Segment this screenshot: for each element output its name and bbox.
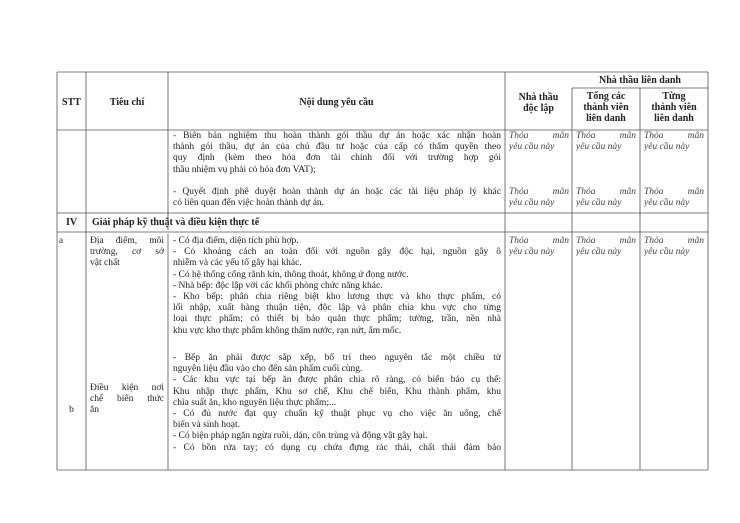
row-continued-1-independent: Thỏa mãn yêu cầu này <box>509 131 569 153</box>
section-title: Giải pháp kỹ thuật và điều kiện thực tế <box>92 217 260 228</box>
row-a-content: - Có địa điểm, diện tích phù hợp. - Có khoảng cách an toàn đối với nguồn gây độc hại, nguồn gây ô nhiễm và các yếu tố gây hại khác. - Có hệ thống cống rãnh kín, thông thoát, không ứ đọng nước. - Nhà bếp: độc lập với các khối phòng chức năng khác. - Kho bếp: phân chia riêng biệt kho lương thực và kho thực phẩm, có lối nhập, xuất hàng thuận tiện, độc lập và phân chia khu vực cho từng loại thực phẩm; có thiết bị bảo quản thực phẩm; tường, trần, nền nhà khu vực kho thực phẩm không thấm nước, rạn nứt, ẩm mốc. <box>173 236 501 336</box>
row-continued-1-jv-all: Thỏa mãn yêu cầu này <box>576 131 636 153</box>
row-b-criteria: Điều kiện nơi chế biến thức ăn <box>90 383 164 416</box>
row-a-independent: Thỏa mãn yêu cầu này <box>509 236 569 258</box>
header-criteria: Tiêu chí <box>109 97 145 108</box>
row-continued-2-jv-each: Thỏa mãn yêu cầu này <box>644 187 704 209</box>
row-a-jv-all: Thỏa mãn yêu cầu này <box>576 236 636 258</box>
row-b-content: - Bếp ăn phải được sắp xếp, bố trí theo nguyên tắc một chiều từ nguyên liệu đầu vào cho đến sản phẩm cuối cùng. - Các khu vực tại bếp ăn được phân chia rõ ràng, có biển báo cụ thể: Khu nhập thực phẩm, Khu sơ chế, Khu chế biến, Khu thành phẩm, khu chia suất ăn, kho nguyên liệu thực phẩm;... - Có đủ nước đạt quy chuẩn kỹ thuật phục vụ cho việc ăn uống, chế biến và sinh hoạt. - Có biện pháp ngăn ngừa ruồi, dán, côn trùng và động vật gây hại. - Có bồn rửa tay; có dụng cụ chứa đựng rác thải, chất thải đảm bảo <box>173 353 501 453</box>
row-continued-2-content: - Quyết định phê duyệt hoàn thành dự án hoặc các tài liệu pháp lý khác có liên quan đến việc hoàn thành dự án. <box>173 187 501 209</box>
row-continued-2-independent: Thỏa mãn yêu cầu này <box>509 187 569 209</box>
row-continued-1-jv-each: Thỏa mãn yêu cầu này <box>644 131 704 153</box>
header-independent: Nhà thầu độc lập <box>518 92 559 115</box>
section-stt: IV <box>65 217 78 228</box>
header-stt: STT <box>62 97 81 108</box>
header-joint-venture: Nhà thầu liên danh <box>599 75 681 86</box>
header-jv-all-members: Tổng các thành viên liên danh <box>583 91 629 125</box>
header-content: Nội dung yêu cầu <box>299 97 374 108</box>
row-b-stt: b <box>69 405 74 415</box>
row-a-stt: a <box>58 236 64 246</box>
row-a-jv-each: Thỏa mãn yêu cầu này <box>644 236 704 258</box>
row-continued-1-content: - Biên bản nghiệm thu hoàn thành gói thầu dự án hoặc xác nhận hoàn thành gói thầu, dự án của chủ đầu tư hoặc của cấp có thẩm quyền theo quy định (kèm theo hóa đơn tài chính đối với trường hợp gói thầu nhiệm vụ phải có hóa đơn VAT); <box>173 131 501 175</box>
row-a-criteria: Địa điểm, môi trường, cơ sở vật chất <box>90 236 164 269</box>
header-jv-each-member: Từng thành viên liên danh <box>651 91 697 125</box>
row-continued-2-jv-all: Thỏa mãn yêu cầu này <box>576 187 636 209</box>
